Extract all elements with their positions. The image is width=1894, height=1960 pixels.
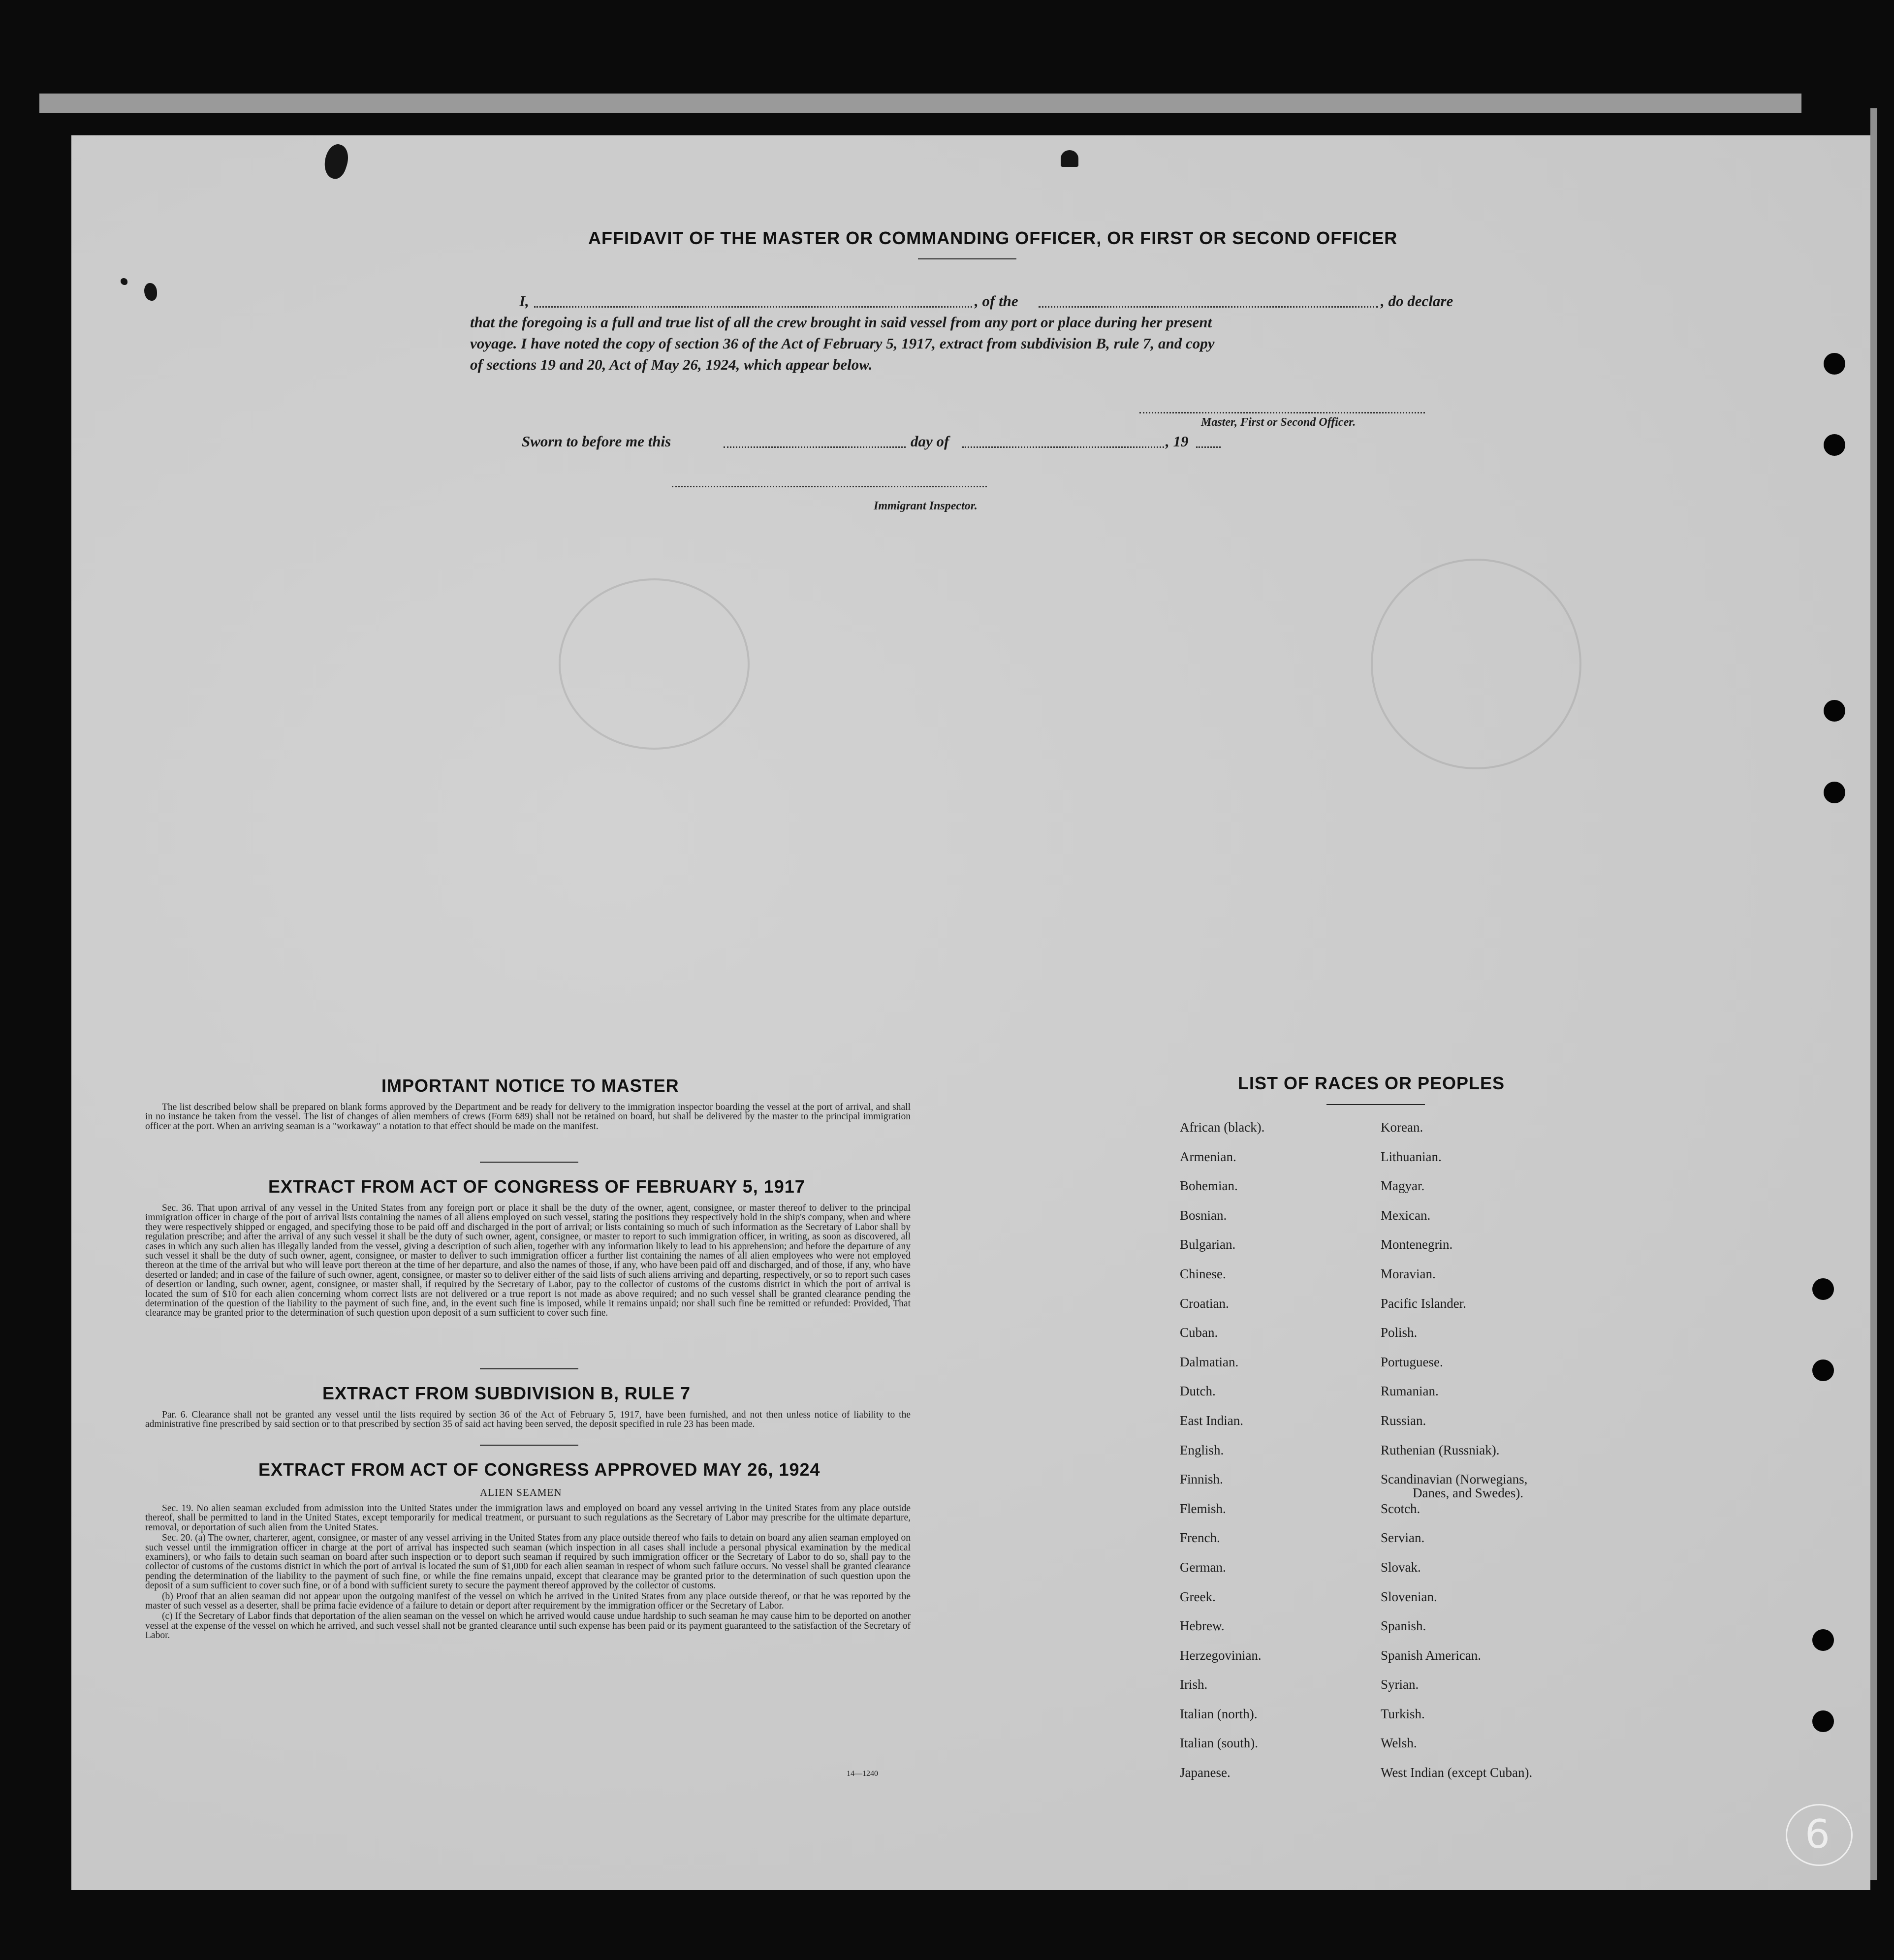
affidavit-line-1: that the foregoing is a full and true list of all the crew brought in said vessel from any port or place during her present	[470, 314, 1212, 331]
race-item: African (black).	[1180, 1120, 1265, 1135]
extract-1917-title: EXTRACT FROM ACT OF CONGRESS OF FEBRUARY 5, 1917	[268, 1176, 805, 1197]
race-item: Slovak.	[1381, 1559, 1421, 1575]
affidavit-body	[470, 290, 1543, 375]
race-item	[1381, 1472, 1532, 1501]
year-label: , 19	[1166, 433, 1189, 450]
sworn-day-field[interactable]	[724, 446, 906, 448]
race-item: Hebrew.	[1180, 1618, 1225, 1634]
master-signature-label: Master, First or Second Officer.	[1201, 416, 1356, 429]
races-right-column	[1381, 1120, 1532, 1795]
race-item: Russian.	[1381, 1413, 1426, 1428]
ink-blot-left-2	[121, 278, 127, 285]
notice-rule	[480, 1162, 578, 1163]
extract-1917-rule	[480, 1368, 578, 1369]
section-19-paragraph: Sec. 19. No alien seaman excluded from admission into the United States under the immigration laws and employed on board any vessel arriving in the United States from any place outside thereof, shall be permitted to land in the United States, except temporarily for medical treatment, or pursuant to such regulations as the Secretary of Labor may prescribe for the ultimate departure, removal, or deportation of such alien from the United States.	[145, 1503, 911, 1533]
document-page	[71, 135, 1870, 1890]
inspector-signature-label: Immigrant Inspector.	[874, 500, 978, 512]
race-item: Rumanian.	[1381, 1384, 1439, 1399]
race-item: West Indian (except Cuban).	[1381, 1765, 1533, 1780]
punch-hole	[1812, 1710, 1834, 1732]
punch-hole	[1824, 353, 1845, 375]
race-item: Bohemian.	[1180, 1178, 1238, 1194]
race-item: Greek.	[1180, 1589, 1216, 1604]
race-item: Italian (south).	[1180, 1736, 1258, 1751]
section-20a-paragraph: Sec. 20. (a) The owner, charterer, agent, consignee, or master of any vessel arriving in the United States from any place outside thereof who fails to detain on board any alien seaman employed on such vessel until the immigration officer in charge at the port of arrival has inspected such seaman (which inspection in all cases shall include a personal physical examination by the medical examiners), or who fails to detain such seaman on board after such inspection or to deport such seaman if required by such immigration officer or the Secretary of Labor to do so, shall pay to the collector of customs of the customs district in which the port of arrival is located the sum of $1,000 for each alien seaman in respect of whom such failure occurs. No vessel shall be granted clearance pending the determination of the liability to the payment of such fine, or while the fine remains unpaid, except that clearance may be granted prior to the determination of such question upon the deposit of a sum sufficient to cover such fine, or of a bond with sufficient surety to secure the payment thereof approved by the collector of customs.	[145, 1533, 911, 1591]
race-item: Cuban.	[1180, 1325, 1218, 1340]
punch-hole	[1824, 700, 1845, 722]
race-item: English.	[1180, 1442, 1224, 1457]
race-item: Magyar.	[1381, 1178, 1425, 1194]
sworn-label: Sworn to before me this	[522, 433, 671, 450]
race-item: Japanese.	[1180, 1765, 1231, 1780]
notice-text	[145, 1103, 911, 1132]
affidavit-declare-label: , do declare	[1381, 292, 1453, 310]
races-left-column	[1180, 1120, 1264, 1795]
race-item-continuation: Danes, and Swedes).	[1413, 1486, 1523, 1501]
punch-hole	[1812, 1359, 1834, 1381]
sworn-line	[522, 431, 1358, 452]
punch-hole	[1812, 1629, 1834, 1651]
race-item: Montenegrin.	[1381, 1237, 1453, 1252]
race-item: Herzegovinian.	[1180, 1647, 1262, 1663]
extract-1917-text	[145, 1203, 911, 1319]
ink-blot-left	[144, 283, 157, 301]
race-item: Servian.	[1381, 1530, 1425, 1546]
rule-7-rule	[480, 1445, 578, 1446]
race-item: Armenian.	[1180, 1149, 1236, 1164]
rule-7-title: EXTRACT FROM SUBDIVISION B, RULE 7	[322, 1383, 691, 1403]
race-item: Italian (north).	[1180, 1706, 1258, 1721]
film-edge-right	[1870, 108, 1877, 1880]
rule-7-paragraph: Par. 6. Clearance shall not be granted any vessel until the lists required by section 36 of the Act of February 5, 1917, have been furnished, and not then unless notice of liability to the administrative fine prescribed by said section or to that prescribed by section 35 of said act having been served, the deposit specified in rule 23 has been made.	[145, 1410, 911, 1430]
race-item: Polish.	[1381, 1325, 1418, 1340]
race-item: Spanish American.	[1381, 1647, 1481, 1663]
alien-seamen-subtitle: ALIEN SEAMEN	[480, 1486, 562, 1498]
race-item: Korean.	[1381, 1120, 1423, 1135]
race-item: German.	[1180, 1559, 1226, 1575]
race-item: Syrian.	[1381, 1677, 1419, 1692]
circled-page-mark	[1786, 1804, 1853, 1866]
rule-7-text	[145, 1410, 911, 1430]
race-item: Flemish.	[1180, 1501, 1226, 1516]
race-item: Spanish.	[1381, 1618, 1426, 1634]
master-signature-line[interactable]	[1139, 412, 1425, 413]
faint-stamp-right	[1371, 559, 1581, 769]
section-20b-paragraph: (b) Proof that an alien seaman did not appear upon the outgoing manifest of the vessel on which he arrived in the United States from any place outside thereof, or that he was reported by the master of such vessel as a deserter, shall be prima facie evidence of a failure to detain or deport after requirement by the immigration officer or the Secretary of Labor.	[145, 1591, 911, 1612]
extract-1924-text	[145, 1504, 911, 1642]
ink-blot-top-left	[320, 142, 352, 182]
affidavit-line-3: of sections 19 and 20, Act of May 26, 1924, which appear below.	[470, 356, 873, 373]
section-20c-paragraph: (c) If the Secretary of Labor finds that deportation of the alien seaman on the vessel on which he arrived would cause undue hardship to such seaman he may cause him to be deported on another vessel at the expense of the vessel on which he arrived, and such vessel shall not be granted clearance until such expense has been paid or its payment guaranteed to the satisfaction of the Secretary of Labor.	[145, 1611, 911, 1641]
race-item: Finnish.	[1180, 1472, 1223, 1487]
inspector-signature-line[interactable]	[672, 486, 987, 487]
race-item: Chinese.	[1180, 1266, 1226, 1281]
punch-hole	[1824, 782, 1845, 803]
race-item: Pacific Islander.	[1381, 1296, 1466, 1311]
affidavit-of-the-label: , of the	[975, 292, 1018, 310]
notice-title: IMPORTANT NOTICE TO MASTER	[381, 1075, 679, 1096]
race-item: Mexican.	[1381, 1207, 1431, 1223]
vessel-name-field[interactable]	[1039, 306, 1378, 308]
race-item: Irish.	[1180, 1677, 1208, 1692]
officer-name-field[interactable]	[534, 306, 972, 308]
extract-1924-title: EXTRACT FROM ACT OF CONGRESS APPROVED MAY 26, 1924	[258, 1459, 821, 1480]
races-title-rule	[1326, 1104, 1425, 1105]
ink-blot-top-center	[1061, 150, 1078, 167]
race-item: French.	[1180, 1530, 1220, 1546]
affidavit-title-rule	[918, 258, 1016, 259]
race-item: Croatian.	[1180, 1296, 1229, 1311]
notice-paragraph: The list described below shall be prepared on blank forms approved by the Department and be ready for delivery to the immigration inspector boarding the vessel at the port of arrival, and shall in no instance be taken from the vessel. The list of changes of alien members of crews (Form 689) shall not be retained on board, but shall be delivered by the master to the principal immigration officer at the port. When an arriving seaman is a "workaway" a notation to that effect should be made on the manifest.	[145, 1102, 911, 1132]
race-item: Bosnian.	[1180, 1207, 1227, 1223]
punch-hole	[1824, 434, 1845, 456]
race-item: Lithuanian.	[1381, 1149, 1442, 1164]
affidavit-i-label: I,	[519, 292, 529, 310]
race-item: Moravian.	[1381, 1266, 1436, 1281]
race-item: East Indian.	[1180, 1413, 1243, 1428]
film-edge-top	[39, 94, 1801, 113]
race-item: Scotch.	[1381, 1501, 1420, 1516]
race-item: Turkish.	[1381, 1706, 1425, 1721]
race-item: Bulgarian.	[1180, 1237, 1236, 1252]
race-item: Dutch.	[1180, 1384, 1216, 1399]
sworn-month-field[interactable]	[962, 446, 1164, 448]
race-item: Dalmatian.	[1180, 1354, 1239, 1369]
race-item: Welsh.	[1381, 1736, 1417, 1751]
races-title: LIST OF RACES OR PEOPLES	[1238, 1073, 1505, 1093]
circled-mark-text: 6	[1805, 1811, 1830, 1857]
faint-stamp-center	[559, 578, 750, 750]
day-of-label: day of	[911, 433, 949, 450]
sworn-year-field[interactable]	[1196, 446, 1221, 448]
race-item: Ruthenian (Russniak).	[1381, 1442, 1500, 1457]
race-item: Portuguese.	[1381, 1354, 1443, 1369]
race-item: Slovenian.	[1381, 1589, 1437, 1604]
form-number: 14—1240	[847, 1770, 878, 1778]
affidavit-title: AFFIDAVIT OF THE MASTER OR COMMANDING OFFICER, OR FIRST OR SECOND OFFICER	[588, 228, 1398, 248]
affidavit-line-2: voyage. I have noted the copy of section 36 of the Act of February 5, 1917, extract from subdivision B, rule 7, and copy	[470, 335, 1215, 352]
race-item-scandinavian: Scandinavian (Norwegians,	[1381, 1472, 1528, 1487]
punch-hole	[1812, 1278, 1834, 1300]
section-36-paragraph: Sec. 36. That upon arrival of any vessel in the United States from any foreign port or place it shall be the duty of the owner, agent, consignee, or master thereof to deliver to the principal immigration officer in charge of the port of arrival lists containing the names of all aliens employed on such vessel, stating the positions they respectively hold in the ship's company, when and where they were respectively shipped or engaged, and specifying those to be paid off and discharged in the port of arrival; or lists containing so much of such information as the Secretary of Labor shall by regulation prescribe; and after the arrival of any such vessel it shall be the duty of such owner, agent, consignee, or master to report to such immigration officer, in writing, as soon as discovered, all cases in which any such alien has illegally landed from the vessel, giving a description of such alien, together with any information likely to lead to his apprehension; and before the departure of any such vessel it shall be the duty of such owner, agent, consignee, or master to deliver to such immigration officer a further list containing the names of all alien employees who were not employed thereon at the time of the arrival but who will leave port thereon at the time of her departure, and also the names of those, if any, who have been paid off and discharged, and of those, if any, who have deserted or landed; and in case of the failure of such owner, agent, consignee, or master so to deliver either of the said lists of such aliens arriving and departing, respectively, or so to report such cases of desertion or landing, such owner, agent, consignee, or master shall, if required by the Secretary of Labor, pay to the collector of customs of the customs district in which the port of arrival is located the sum of $10 for each alien concerning whom correct lists are not delivered or a true report is not made as above required; and no such vessel shall be granted clearance pending the determination of the question of the liability to the payment of such fine, and, in the event such fine is imposed, while it remains unpaid; nor shall such fine be remitted or refunded: Provided, That clearance may be granted prior to the determination of such question upon deposit of a sum sufficient to cover such fine.	[145, 1203, 911, 1319]
